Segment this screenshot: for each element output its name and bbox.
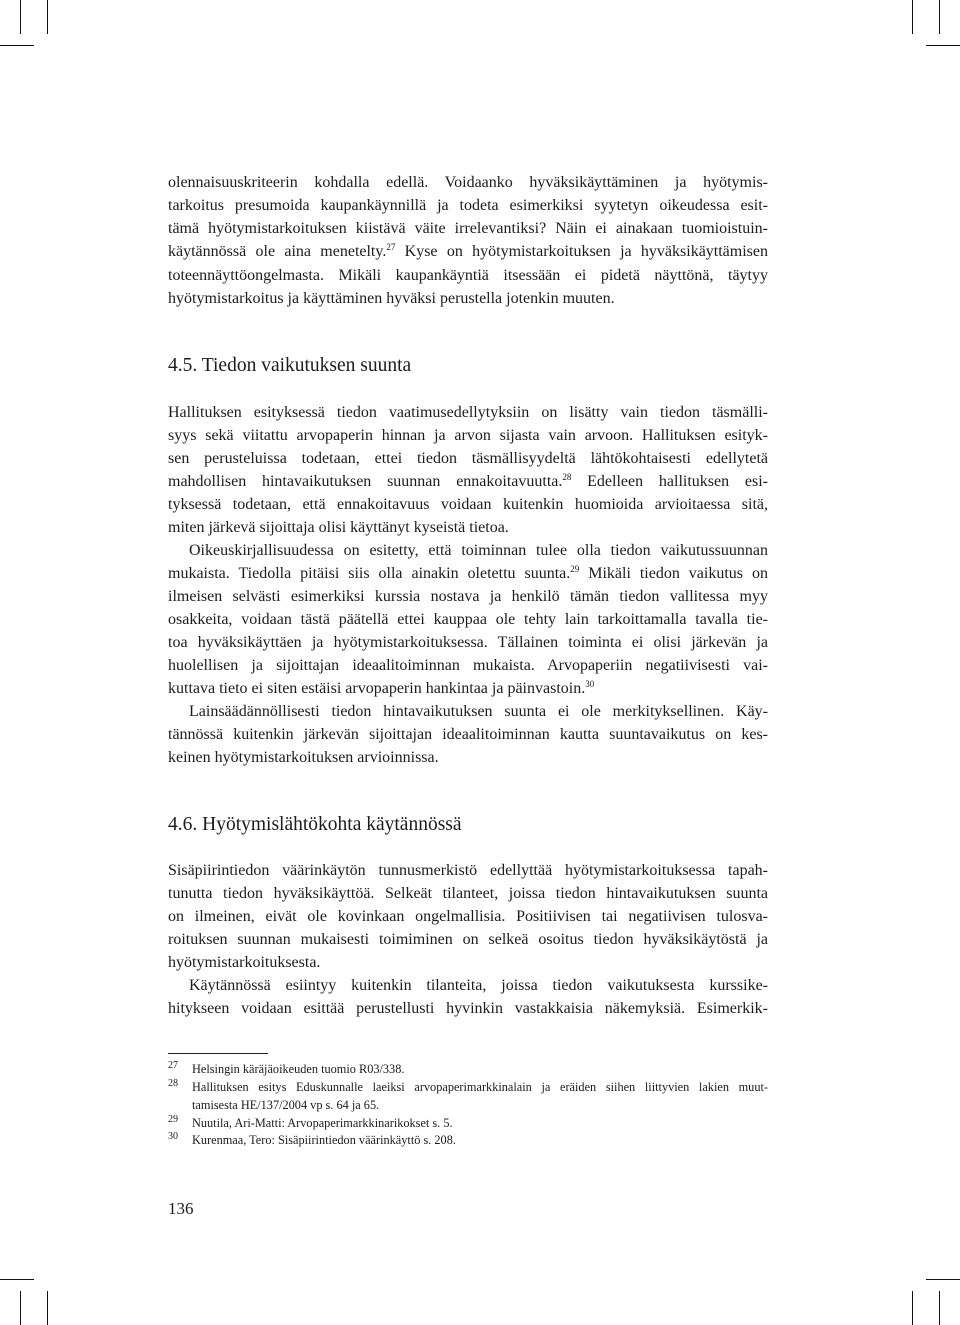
body-line: tarkoitus presumoida kaupankäynnillä ja todeta esimerkiksi syytetyn oikeudessa esit- [168, 197, 768, 214]
section-heading: 4.5. Tiedon vaikutuksen suunta [168, 355, 412, 376]
body-line: hitykseen voidaan esittää perustellusti hyvinkin vastakkaisia näkemyksiä. Esimerkik- [168, 1000, 768, 1017]
footnote-number: 30 [168, 1131, 178, 1142]
crop-mark [912, 0, 913, 34]
body-line: toa hyväksikäyttäen ja hyötymistarkoituksessa. Tällainen toiminta ei olisi järkevän ja [168, 634, 768, 651]
crop-mark [939, 1291, 940, 1325]
body-line: hyötymistarkoituksesta. [168, 954, 321, 971]
body-line: syys sekä viitattu arvopaperin hinnan ja arvon sijasta vain arvoon. Hallituksen esityk- [168, 427, 768, 444]
footnote-text: Nuutila, Ari-Matti: Arvopaperimarkkinarikokset s. 5. [192, 1116, 453, 1130]
crop-mark [47, 0, 48, 34]
body-line: tunutta tiedon hyväksikäyttöä. Selkeät tilanteet, joissa tiedon hintavaikutuksen suunta [168, 885, 768, 902]
body-line: käytännössä ole aina menetelty.$^{27}$ Kyse on hyötymistarkoituksen ja hyväksikäyttämisen [168, 242, 768, 260]
body-line: olennaisuuskriteerin kohdalla edellä. Voidaanko hyväksikäyttäminen ja hyötymis- [168, 174, 768, 191]
body-line: huolellisen ja sijoittajan ideaalitoiminnan mukaista. Arvopaperiin negatiivisesti vai- [168, 657, 768, 674]
footnote-ref: 28 [562, 472, 572, 482]
body-line: tännössä kuitenkin järkevän sijoittajan ideaalitoiminnan kautta suuntavaikutus on kes- [168, 726, 768, 743]
footnote-text: Hallituksen esitys Eduskunnalle laeiksi arvopaperimarkkinalain ja eräiden siihen liittyvien lakien muut- [192, 1080, 768, 1094]
footnote-number: 29 [168, 1114, 178, 1125]
body-line: mukaista. Tiedolla pitäisi siis olla ainakin oletettu suunta.$^{29}$ Mikäli tiedon vaikutus on [168, 564, 768, 582]
crop-mark [47, 1291, 48, 1325]
crop-mark [926, 1279, 960, 1280]
crop-mark [0, 45, 34, 46]
crop-mark [20, 0, 21, 34]
body-line: osakkeita, voidaan tästä päätellä ettei kauppaa ole tehty lain tarkoittamalla tavalla tie- [168, 611, 768, 628]
crop-mark [20, 1291, 21, 1325]
body-line: miten järkevä sijoittaja olisi käyttänyt kyseistä tietoa. [168, 519, 509, 536]
body-line: tyksessä todetaan, että ennakoitavuus voidaan kuitenkin huomioida arvioitaessa sitä, [168, 496, 768, 513]
footnote-ref: 30 [585, 679, 595, 689]
body-line: Oikeuskirjallisuudessa on esitetty, että toiminnan tulee olla tiedon vaikutussuunnan [189, 542, 768, 559]
footnote-number: 28 [168, 1078, 178, 1089]
footnote-ref: 27 [386, 242, 396, 252]
footnote-number: 27 [168, 1060, 178, 1071]
footnote-ref: 29 [570, 564, 580, 574]
body-line: mahdollisen hintavaikutuksen suunnan ennakoitavuutta.$^{28}$ Edelleen hallituksen esi- [168, 472, 768, 490]
footnote-text: tamisesta HE/137/2004 vp s. 64 ja 65. [192, 1098, 380, 1112]
body-line: tämä hyötymistarkoituksen kiistävä väite irrelevantiksi? Näin ei ainakaan tuomioistuin- [168, 220, 768, 237]
body-line: ilmeisen selvästi esimerkiksi kurssia nostava ja henkilö tämän tiedon vallitessa myy [168, 588, 768, 605]
body-line: sen perusteluissa todetaan, ettei tiedon täsmällisyydeltä lähtökohtaisesti edellytetä [168, 450, 768, 467]
crop-mark [0, 1279, 34, 1280]
body-line: toteennäyttöongelmasta. Mikäli kaupankäyntiä itsessään ei pidetä näyttönä, täytyy [168, 267, 768, 284]
body-line: Lainsäädännöllisesti tiedon hintavaikutuksen suunta ei ole merkityksellinen. Käy- [189, 703, 768, 720]
body-line: keinen hyötymistarkoituksen arvioinnissa. [168, 749, 439, 766]
crop-mark [926, 45, 960, 46]
body-line: kuttava tieto ei siten estäisi arvopaperin hankintaa ja päinvastoin.$^{30}$ [168, 679, 595, 697]
body-line: Sisäpiirintiedon väärinkäytön tunnusmerkistö edellyttää hyötymistarkoituksessa tapah- [168, 862, 768, 879]
body-line: Hallituksen esityksessä tiedon vaatimusedellytyksiin on lisätty vain tiedon täsmälli- [168, 404, 768, 421]
footnote-separator [168, 1053, 268, 1054]
body-line: Käytännössä esiintyy kuitenkin tilanteita, joissa tiedon vaikutuksesta kurssike- [189, 977, 768, 994]
section-heading: 4.6. Hyötymislähtökohta käytännössä [168, 814, 462, 835]
footnote-text: Kurenmaa, Tero: Sisäpiirintiedon väärinkäyttö s. 208. [192, 1133, 456, 1147]
footnote-text: Helsingin käräjäoikeuden tuomio R03/338. [192, 1062, 405, 1076]
body-line: on ilmeinen, eivät ole kovinkaan ongelmallisia. Positiivisen tai negatiivisen tulosva- [168, 908, 768, 925]
crop-mark [912, 1291, 913, 1325]
body-line: roituksen suunnan mukaisesti toimiminen on selkeä osoitus tiedon hyväksikäytöstä ja [168, 931, 768, 948]
body-line: hyötymistarkoitus ja käyttäminen hyväksi perustella jotenkin muuten. [168, 290, 615, 307]
crop-mark [939, 0, 940, 34]
page-number: 136 [168, 1199, 194, 1218]
